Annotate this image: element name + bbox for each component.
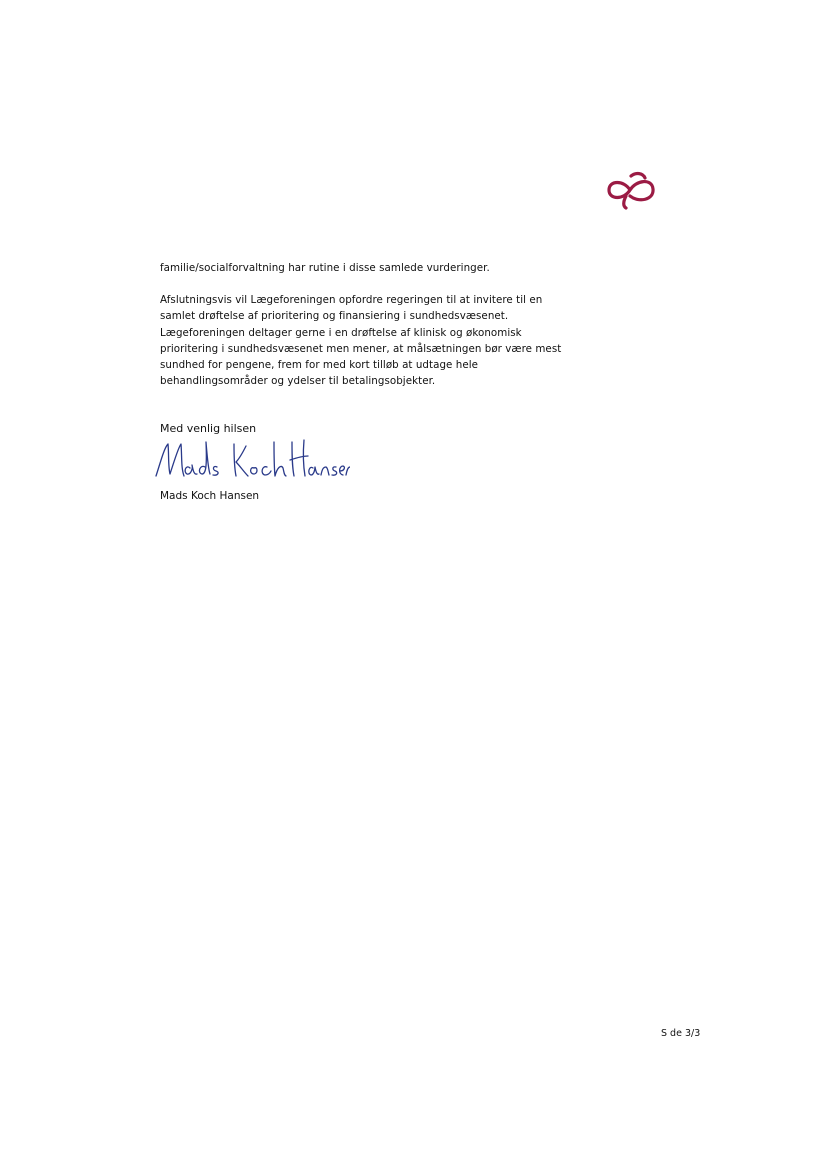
- handwritten-signature: [150, 434, 350, 484]
- text-line: Lægeforeningen deltager gerne i en drøftelse af klinisk og økonomisk: [160, 326, 522, 339]
- closing-salutation: Med venlig hilsen: [160, 422, 257, 435]
- signer-name: Mads Koch Hansen: [160, 490, 260, 502]
- text-line: behandlingsområder og ydelser til betalingsobjekter.: [160, 375, 436, 388]
- text-line: Afslutningsvis vil Lægeforeningen opfordre regeringen til at invitere til en: [160, 294, 543, 307]
- snake-staff-emblem-icon: [603, 170, 657, 210]
- text-line: familie/socialforvaltning har rutine i disse samlede vurderinger.: [160, 262, 490, 274]
- paragraph: [160, 292, 590, 389]
- text-line: sundhed for pengene, frem for med kort tilløb at udtage hele: [160, 359, 479, 372]
- page-number: S de 3/3: [661, 1028, 701, 1039]
- text-line: samlet drøftelse af prioritering og finansiering i sundhedsvæsenet.: [160, 310, 509, 323]
- text-line: prioritering i sundhedsvæsenet men mener, at målsætningen bør være mest: [160, 342, 562, 355]
- letter-body: [160, 260, 590, 389]
- paragraph: [160, 260, 590, 276]
